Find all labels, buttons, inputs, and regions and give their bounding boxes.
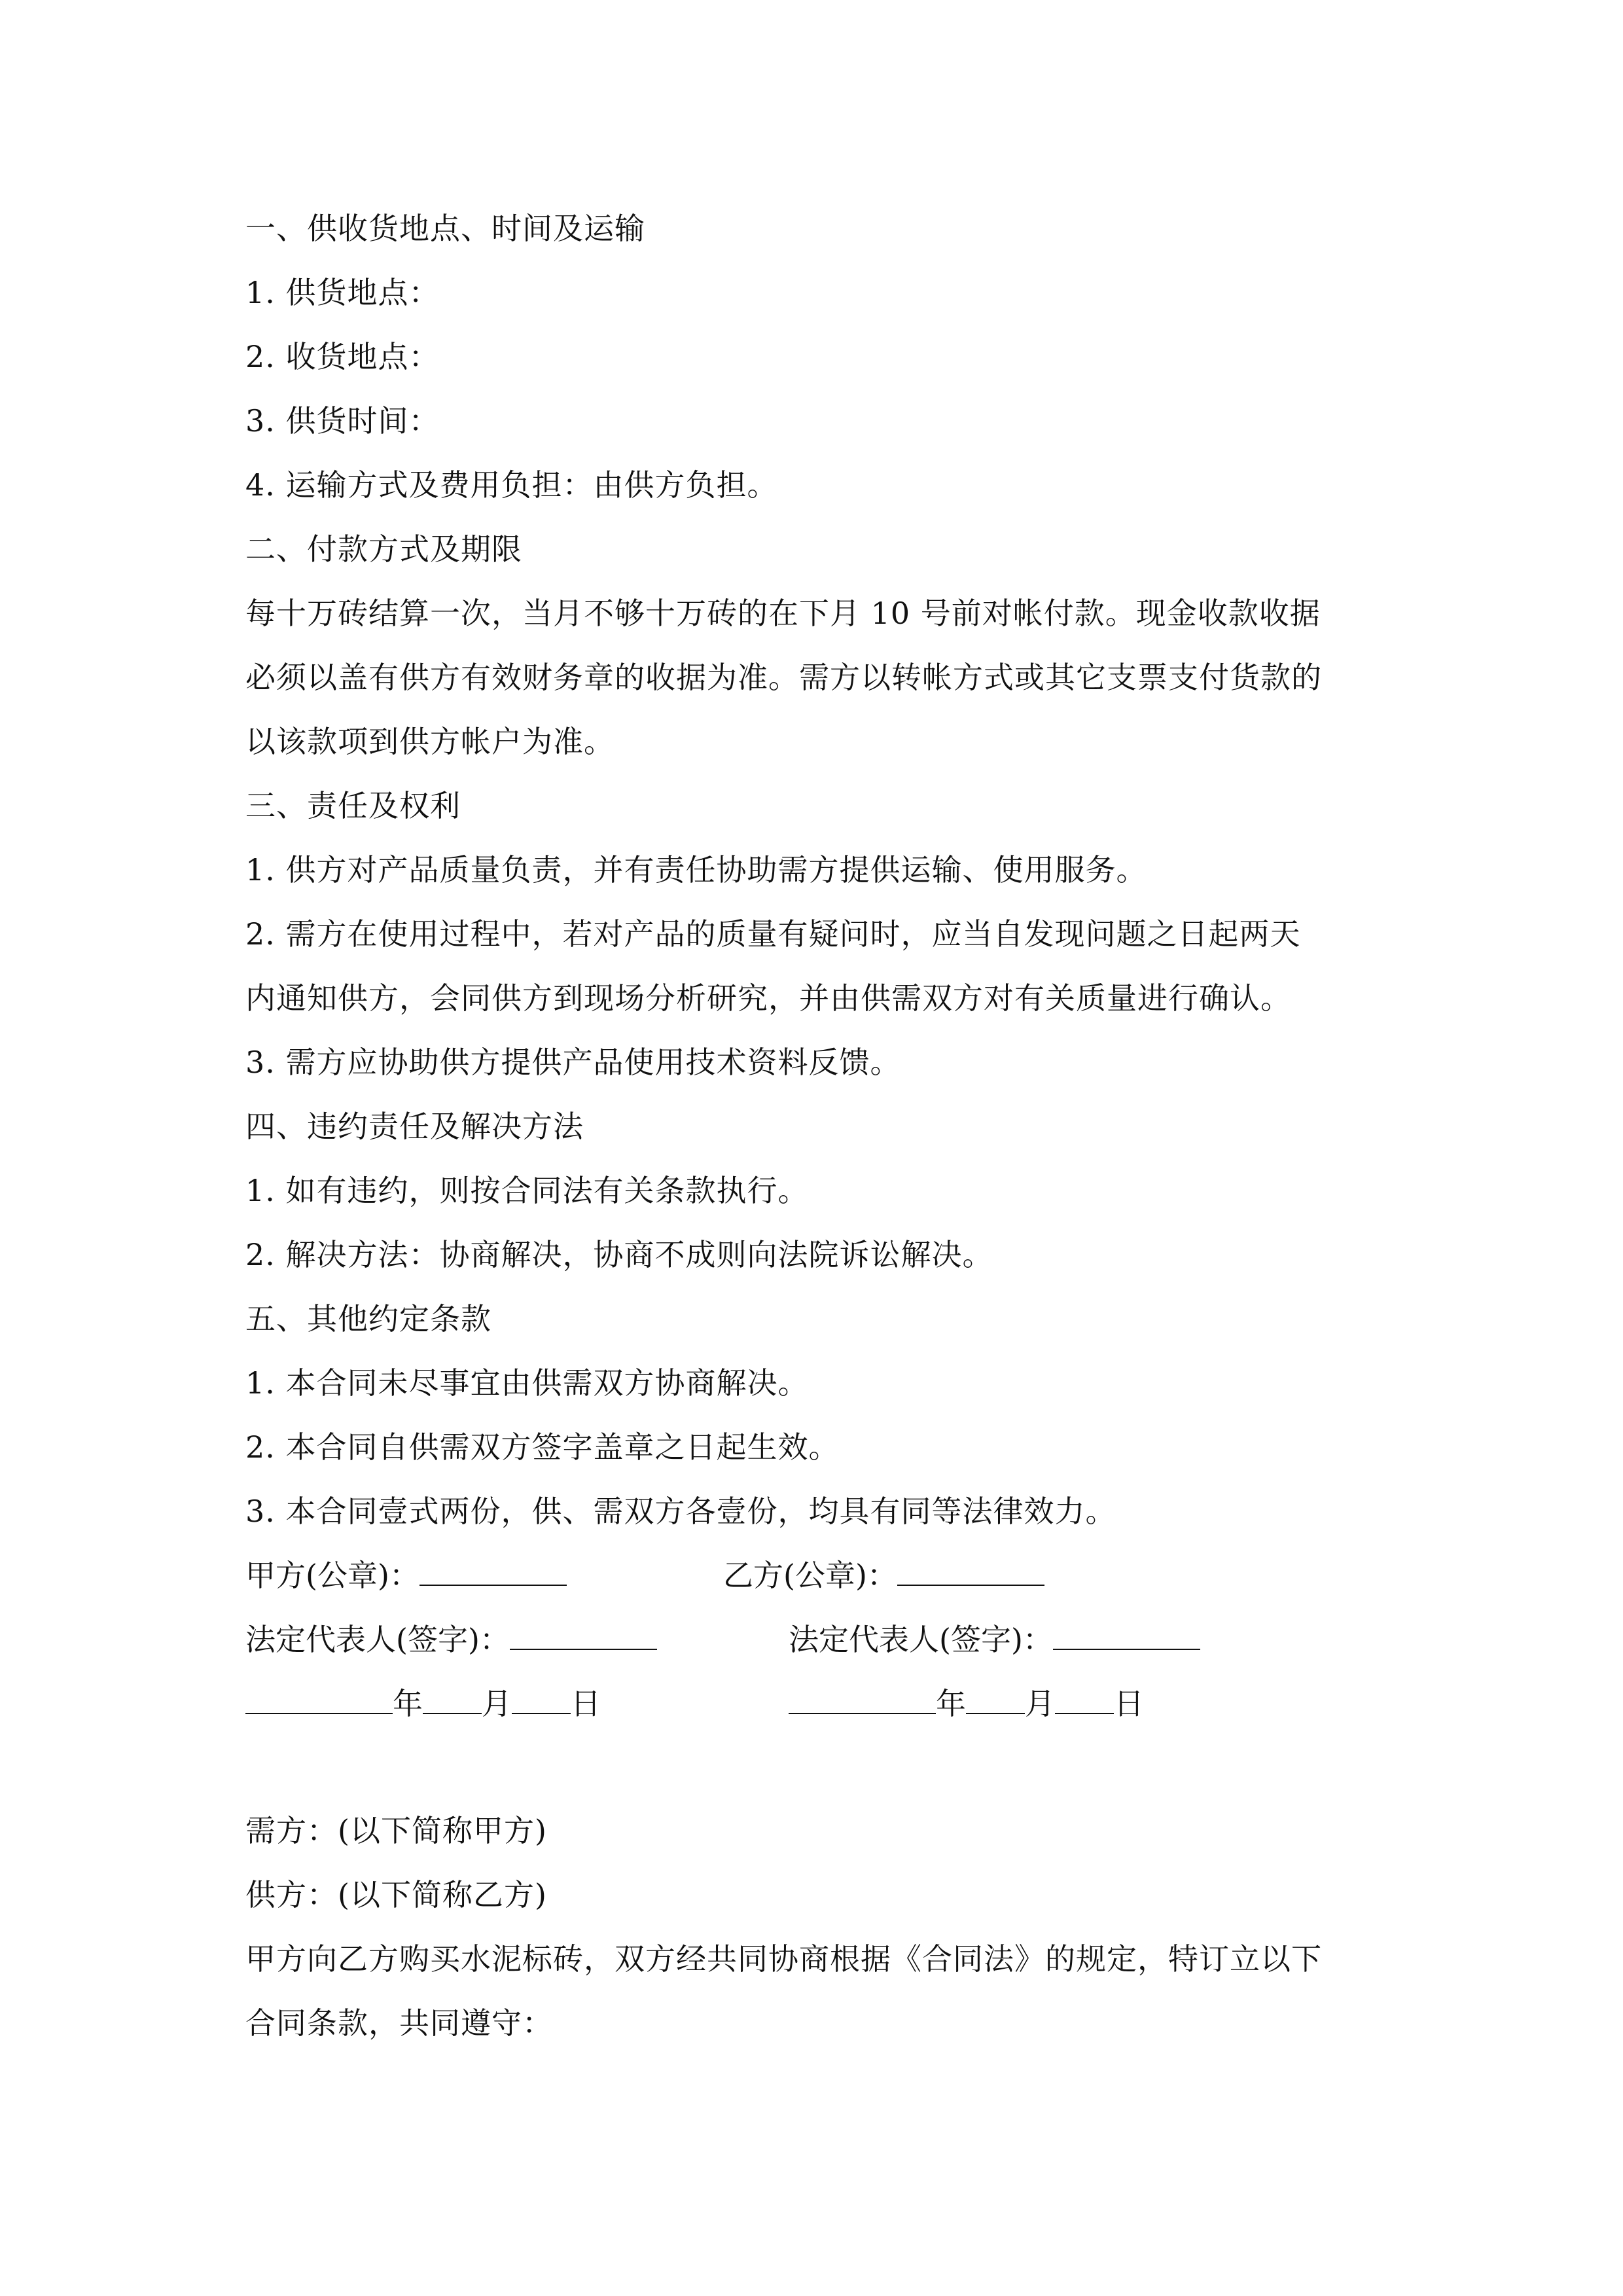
section-4-item-1: 1. 如有违约，则按合同法有关条款执行。 xyxy=(245,1173,809,1208)
section-5-item-1: 1. 本合同未尽事宜由供需双方协商解决。 xyxy=(245,1365,809,1401)
date-a-day-blank xyxy=(512,1689,571,1714)
date-b-month-label: 月 xyxy=(1025,1686,1055,1721)
section-2-line-2: 必须以盖有供方有效财务章的收据为准。需方以转帐方式或其它支票支付货款的 xyxy=(245,660,1322,695)
section-1-item-1: 1. 供货地点： xyxy=(245,275,440,310)
legal-rep-a-blank xyxy=(510,1625,657,1650)
section-2-heading: 二、付款方式及期限 xyxy=(245,531,522,567)
legal-rep-b-blank xyxy=(1053,1625,1200,1650)
intro-line-2: 合同条款，共同遵守： xyxy=(245,2005,553,2041)
date-b-year-blank xyxy=(789,1689,936,1714)
date-a-month-blank xyxy=(423,1689,482,1714)
party-b-seal-blank xyxy=(897,1561,1044,1586)
section-5-item-3: 3. 本合同壹式两份，供、需双方各壹份，均具有同等法律效力。 xyxy=(245,1494,1116,1529)
spacer xyxy=(245,1736,1384,1799)
intro-line-1: 甲方向乙方购买水泥标砖，双方经共同协商根据《合同法》的规定，特订立以下 xyxy=(245,1941,1322,1977)
section-1-heading: 一、供收货地点、时间及运输 xyxy=(245,211,645,246)
section-5-heading: 五、其他约定条款 xyxy=(245,1301,491,1336)
section-5-item-2: 2. 本合同自供需双方签字盖章之日起生效。 xyxy=(245,1429,840,1465)
date-b-day-label: 日 xyxy=(1114,1686,1144,1721)
section-1-item-4: 4. 运输方式及费用负担：由供方负担。 xyxy=(245,467,778,503)
date-b-month-blank xyxy=(966,1689,1025,1714)
section-1-item-3: 3. 供货时间： xyxy=(245,403,440,439)
legal-rep-b-label: 法定代表人(签字)： xyxy=(789,1622,1053,1657)
date-b xyxy=(789,1672,1144,1736)
date-a-day-label: 日 xyxy=(571,1686,601,1721)
date-row xyxy=(245,1672,1384,1736)
buyer-line: 需方：(以下简称甲方) xyxy=(245,1813,547,1848)
date-a xyxy=(245,1672,601,1736)
contract-body xyxy=(245,196,1384,2055)
legal-rep-row xyxy=(245,1607,1384,1672)
legal-rep-a xyxy=(245,1607,657,1672)
date-b-year-label: 年 xyxy=(936,1686,966,1721)
party-b-seal-label: 乙方(公章)： xyxy=(723,1558,897,1593)
date-a-year-blank xyxy=(245,1689,393,1714)
section-2-line-3: 以该款项到供方帐户为准。 xyxy=(245,724,615,759)
date-a-month-label: 月 xyxy=(482,1686,512,1721)
party-a-seal-label: 甲方(公章)： xyxy=(245,1558,419,1593)
party-a-seal-blank xyxy=(419,1561,567,1586)
section-3-line-2: 2. 需方在使用过程中，若对产品的质量有疑问时，应当自发现问题之日起两天 xyxy=(245,916,1301,952)
party-b-seal xyxy=(723,1543,1044,1607)
legal-rep-b xyxy=(789,1607,1200,1672)
section-3-line-1: 1. 供方对产品质量负责，并有责任协助需方提供运输、使用服务。 xyxy=(245,852,1147,888)
section-1-item-2: 2. 收货地点： xyxy=(245,339,440,374)
section-3-heading: 三、责任及权利 xyxy=(245,788,461,823)
seal-row xyxy=(245,1543,1384,1607)
section-3-line-3: 内通知供方，会同供方到现场分析研究，并由供需双方对有关质量进行确认。 xyxy=(245,980,1291,1016)
section-4-heading: 四、违约责任及解决方法 xyxy=(245,1109,584,1144)
section-2-line-1: 每十万砖结算一次，当月不够十万砖的在下月 10 号前对帐付款。现金收款收据 xyxy=(245,596,1321,631)
party-a-seal xyxy=(245,1543,567,1607)
supplier-line: 供方：(以下简称乙方) xyxy=(245,1877,547,1912)
section-4-item-2: 2. 解决方法：协商解决，协商不成则向法院诉讼解决。 xyxy=(245,1237,993,1272)
date-b-day-blank xyxy=(1055,1689,1114,1714)
date-a-year-label: 年 xyxy=(393,1686,423,1721)
section-3-line-4: 3. 需方应协助供方提供产品使用技术资料反馈。 xyxy=(245,1045,901,1080)
legal-rep-a-label: 法定代表人(签字)： xyxy=(245,1622,510,1657)
